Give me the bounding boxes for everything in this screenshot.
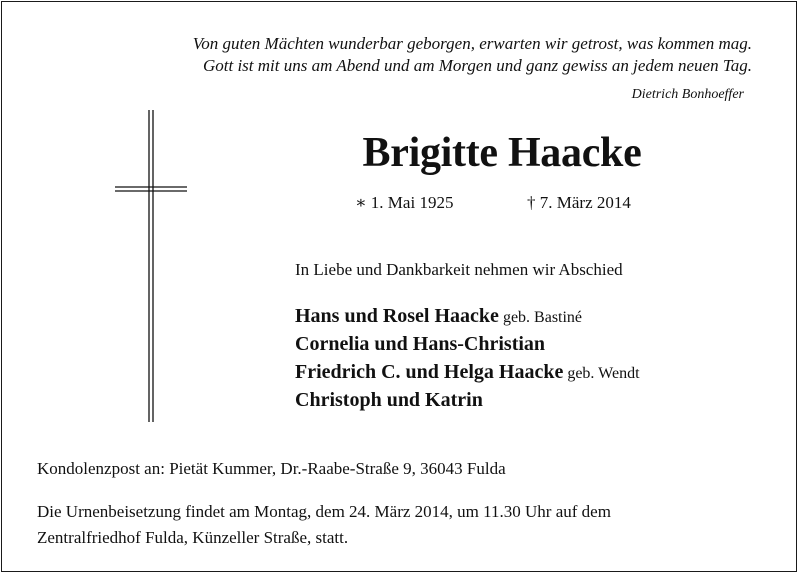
- family-list: [295, 302, 640, 414]
- condolence-address: Kondolenzpost an: Pietät Kummer, Dr.-Raabe-Straße 9, 36043 Fulda: [37, 459, 506, 478]
- quote-line-1: Von guten Mächten wunderbar geborgen, erwarten wir getrost, was kommen mag.: [192, 34, 752, 53]
- obituary-card: [1, 1, 797, 572]
- family-entry: [295, 358, 640, 386]
- deceased-name: Brigitte Haacke: [362, 130, 642, 176]
- farewell-text: In Liebe und Dankbarkeit nehmen wir Abschied: [295, 260, 623, 279]
- quote-line-2: Gott ist mit uns am Abend und am Morgen und ganz gewiss an jedem neuen Tag.: [202, 56, 752, 75]
- cross-icon: [112, 110, 192, 422]
- quote-author: Dietrich Bonhoeffer: [631, 87, 744, 102]
- maiden-name: geb. Bastiné: [502, 309, 583, 326]
- maiden-name: geb. Wendt: [567, 365, 640, 382]
- family-entry: [295, 330, 640, 358]
- family-member-name: Friedrich C. und Helga Haacke: [295, 361, 564, 383]
- family-member-name: Cornelia und Hans-Christian: [295, 333, 546, 355]
- burial-notice: [37, 499, 782, 551]
- family-entry: [295, 386, 640, 414]
- family-member-name: Christoph und Katrin: [295, 389, 483, 411]
- burial-line-1: Die Urnenbeisetzung findet am Montag, dem 24. März 2014, um 11.30 Uhr auf dem: [37, 502, 611, 521]
- death-date: † 7. März 2014: [527, 193, 631, 212]
- birth-date: ∗ 1. Mai 1925: [355, 193, 454, 212]
- burial-line-2: Zentralfriedhof Fulda, Künzeller Straße, statt.: [37, 528, 349, 547]
- family-member-name: Hans und Rosel Haacke: [295, 305, 499, 327]
- family-entry: [295, 302, 640, 330]
